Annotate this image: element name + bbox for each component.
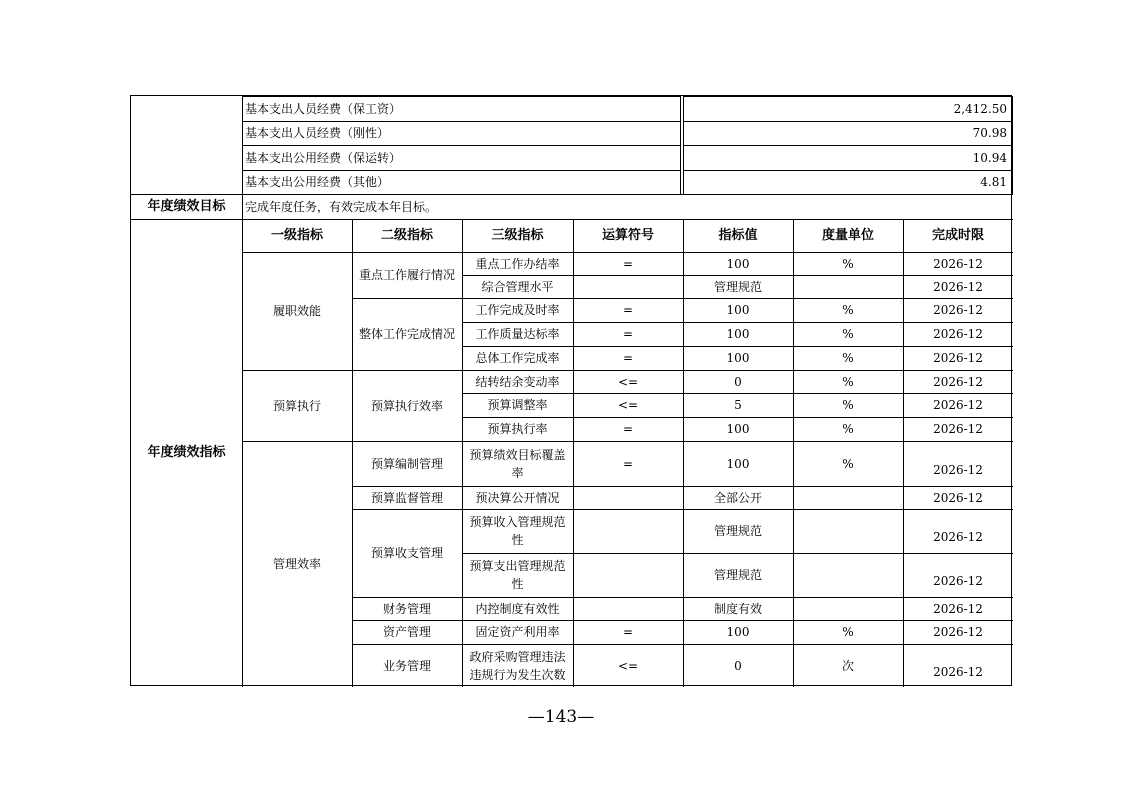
- grid-line: [242, 219, 243, 687]
- budget-row-value: 10.94: [972, 150, 1007, 165]
- level2-indicator: 整体工作完成情况: [358, 327, 456, 341]
- grid-line: [462, 644, 1013, 645]
- grid-line: [352, 219, 353, 687]
- operator-cell: =: [622, 422, 634, 436]
- budget-row-label: 基本支出公用经费（保运转）: [245, 150, 402, 165]
- level3-indicator: 违规行为发生次数: [469, 667, 566, 682]
- level2-indicator: 业务管理: [382, 658, 432, 673]
- grid-line: [352, 370, 462, 371]
- indicator-value: 100: [726, 303, 750, 317]
- grid-line: [242, 194, 243, 219]
- column-header: 指标值: [718, 227, 758, 243]
- indicator-value: 管理规范: [713, 524, 763, 538]
- level2-indicator: 资产管理: [382, 625, 432, 639]
- grid-line: [573, 219, 574, 687]
- level2-indicator: 预算执行效率: [370, 398, 444, 413]
- operator-cell: <=: [617, 658, 639, 673]
- deadline-cell: 2026-12: [933, 279, 983, 294]
- column-header: 三级指标: [491, 227, 544, 243]
- level3-indicator: 预算支出管理规范: [469, 559, 566, 573]
- operator-cell: =: [622, 351, 634, 365]
- indicator-value: 100: [726, 625, 750, 639]
- budget-row-value: 70.98: [972, 126, 1007, 140]
- level3-indicator: 率: [511, 465, 524, 480]
- deadline-cell: 2026-12: [933, 374, 983, 389]
- level2-indicator: 重点工作履行情况: [358, 268, 456, 282]
- operator-cell: =: [622, 456, 634, 471]
- grid-line: [242, 252, 1013, 253]
- grid-line: [462, 275, 1013, 276]
- level3-indicator: 固定资产利用率: [475, 625, 560, 639]
- grid-line: [462, 553, 1013, 554]
- level3-indicator: 内控制度有效性: [475, 601, 560, 616]
- grid-line: [352, 597, 462, 598]
- indicator-value: 0: [734, 374, 742, 389]
- level3-indicator: 结转结余变动率: [475, 374, 560, 389]
- level3-indicator: 政府采购管理违法: [469, 649, 566, 664]
- unit-cell: %: [842, 327, 854, 341]
- unit-cell: %: [842, 456, 854, 471]
- budget-row-label: 基本支出公用经费（其他）: [245, 175, 390, 189]
- grid-line: [462, 486, 1013, 487]
- budget-value-cell: [683, 121, 1013, 146]
- operator-cell: <=: [617, 398, 639, 412]
- grid-line: [462, 597, 1013, 598]
- indicator-value: 100: [726, 351, 750, 365]
- grid-line: [131, 194, 1013, 195]
- page-number: —143—: [527, 707, 595, 727]
- level3-indicator: 预决算公开情况: [475, 490, 560, 505]
- level3-indicator: 工作质量达标率: [475, 327, 560, 341]
- level3-indicator: 综合管理水平: [481, 279, 554, 294]
- column-header: 度量单位: [821, 227, 875, 243]
- budget-row-value: 2,412.50: [953, 101, 1007, 116]
- deadline-cell: 2026-12: [933, 256, 983, 271]
- deadline-cell: 2026-12: [933, 625, 983, 639]
- grid-line: [131, 219, 1013, 220]
- deadline-cell: 2026-12: [933, 422, 983, 436]
- level2-indicator: 预算收支管理: [370, 546, 444, 560]
- budget-row-value: 4.81: [980, 175, 1007, 189]
- grid-line: [462, 298, 1013, 299]
- indicator-value: 全部公开: [713, 490, 763, 505]
- indicator-value: 5: [734, 398, 742, 412]
- column-header: 一级指标: [270, 227, 324, 243]
- level3-indicator: 预算绩效目标覆盖: [469, 447, 566, 462]
- indicator-value: 管理规范: [713, 279, 763, 294]
- level3-indicator: 工作完成及时率: [475, 303, 560, 317]
- deadline-cell: 2026-12: [933, 398, 983, 412]
- grid-line: [462, 441, 1013, 442]
- deadline-cell: 2026-12: [933, 664, 983, 679]
- annual-goal-text: 完成年度任务，有效完成本年目标。: [245, 199, 438, 214]
- unit-cell: %: [842, 398, 854, 412]
- indicator-value: 100: [726, 422, 750, 436]
- budget-row-label: 基本支出人员经费（保工资）: [245, 101, 402, 116]
- indicator-value: 100: [726, 256, 750, 271]
- operator-cell: =: [622, 303, 634, 317]
- budget-row-label: 基本支出人员经费（刚性）: [245, 126, 390, 140]
- grid-line: [462, 322, 1013, 323]
- grid-line: [352, 620, 462, 621]
- unit-cell: %: [842, 256, 854, 271]
- operator-cell: <=: [617, 374, 639, 389]
- level1-indicator: 履职效能: [272, 304, 322, 318]
- operator-cell: =: [622, 625, 634, 639]
- indicator-value: 100: [726, 327, 750, 341]
- grid-line: [462, 346, 1013, 347]
- unit-cell: 次: [841, 658, 855, 673]
- indicator-value: 制度有效: [713, 601, 763, 616]
- level3-indicator: 性: [511, 533, 524, 547]
- unit-cell: %: [842, 374, 854, 389]
- grid-line: [352, 298, 462, 299]
- level3-indicator: 总体工作完成率: [475, 351, 560, 365]
- grid-line: [462, 509, 1013, 510]
- grid-line: [242, 441, 352, 442]
- performance-table: [130, 95, 1012, 686]
- operator-cell: =: [622, 327, 634, 341]
- indicator-section-label: 年度绩效指标: [147, 445, 226, 460]
- deadline-cell: 2026-12: [933, 303, 983, 317]
- grid-line: [462, 620, 1013, 621]
- indicator-value: 管理规范: [713, 568, 763, 582]
- level3-indicator: 性: [511, 577, 524, 591]
- budget-value-cell: [683, 145, 1013, 171]
- grid-line: [462, 393, 1013, 394]
- column-header: 二级指标: [380, 227, 434, 243]
- operator-cell: =: [622, 256, 634, 271]
- unit-cell: %: [842, 303, 854, 317]
- deadline-cell: 2026-12: [933, 574, 983, 588]
- budget-value-cell: [683, 170, 1013, 195]
- unit-cell: %: [842, 422, 854, 436]
- indicator-value: 100: [726, 456, 750, 471]
- unit-cell: %: [842, 351, 854, 365]
- grid-line: [462, 219, 463, 687]
- column-header: 运算符号: [601, 227, 655, 243]
- grid-line: [352, 486, 462, 487]
- deadline-cell: 2026-12: [933, 530, 983, 544]
- grid-line: [683, 219, 684, 687]
- deadline-cell: 2026-12: [933, 490, 983, 505]
- level1-indicator: 预算执行: [272, 398, 322, 413]
- level3-indicator: 预算收入管理规范: [469, 515, 566, 529]
- grid-line: [903, 219, 904, 687]
- indicator-value: 0: [734, 658, 742, 673]
- grid-line: [352, 509, 462, 510]
- deadline-cell: 2026-12: [933, 601, 983, 616]
- deadline-cell: 2026-12: [933, 351, 983, 365]
- level1-indicator: 管理效率: [272, 557, 322, 571]
- unit-cell: %: [842, 625, 854, 639]
- grid-line: [462, 417, 1013, 418]
- grid-line: [352, 441, 462, 442]
- level3-indicator: 预算调整率: [487, 398, 548, 412]
- level2-indicator: 预算编制管理: [370, 456, 444, 471]
- annual-goal-label: 年度绩效目标: [147, 198, 226, 214]
- level2-indicator: 财务管理: [382, 601, 432, 616]
- level3-indicator: 重点工作办结率: [475, 256, 560, 271]
- column-header: 完成时限: [931, 227, 985, 243]
- grid-line: [242, 370, 352, 371]
- level2-indicator: 预算监督管理: [370, 490, 444, 505]
- grid-line: [793, 219, 794, 687]
- grid-line: [352, 644, 462, 645]
- deadline-cell: 2026-12: [933, 462, 983, 477]
- grid-line: [462, 370, 1013, 371]
- deadline-cell: 2026-12: [933, 327, 983, 341]
- level3-indicator: 预算执行率: [487, 422, 548, 436]
